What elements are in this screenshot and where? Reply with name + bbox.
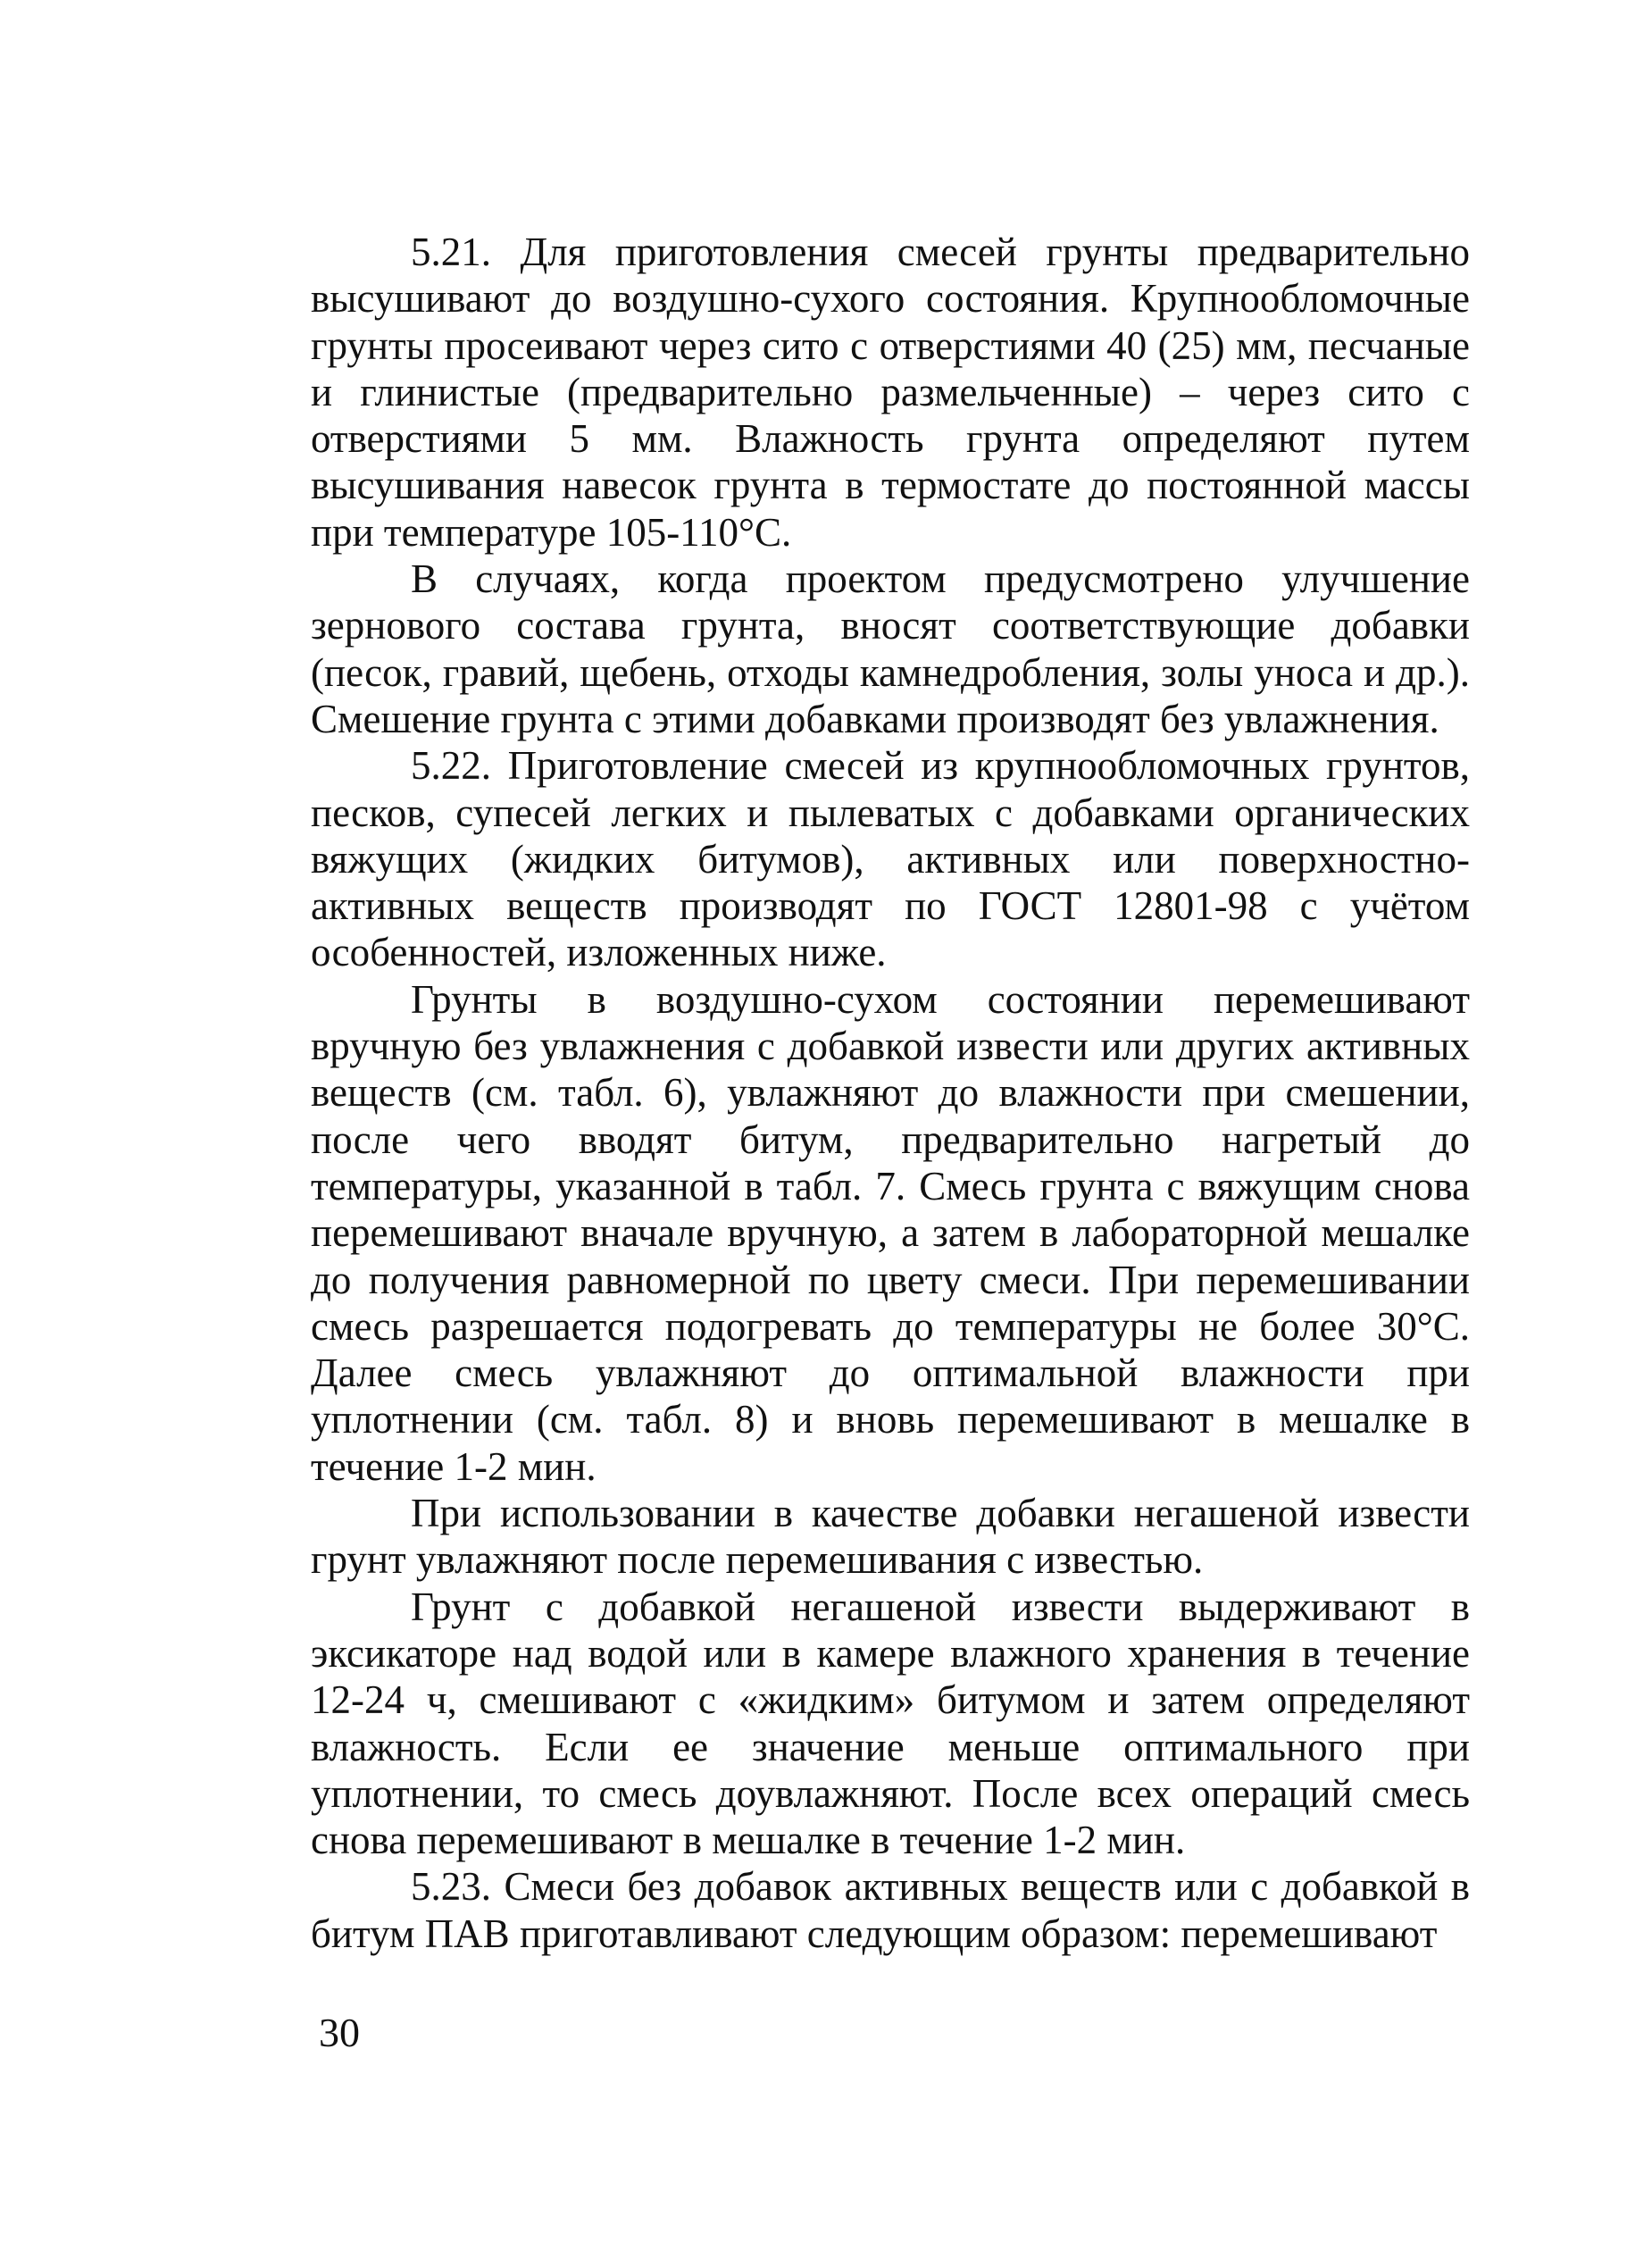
- paragraph-air-dry-mixing: Грунты в воздушно-сухом состоянии перемешивают вручную без увлажнения с добавкой извести или других активных веществ (см. табл. 6), увлажняют до влажности при смешении, после чего вводят битум, предварительно нагретый до температуры, указанной в табл. 7. Смесь грунта с вяжущим снова перемешивают вначале вручную, а затем в лабораторной мешалке до получения равномерной по цвету смеси. При перемешивании смесь разрешается подогревать до температуры не более 30°С. Далее смесь увлажняют до оптимальной влажности при уплотнении (см. табл. 8) и вновь перемешивают в мешалке в течение 1-2 мин.: [311, 976, 1470, 1489]
- paragraph-5-23: 5.23. Смеси без добавок активных веществ или с добавкой в битум ПАВ приготавливают следующим образом: перемешивают: [311, 1864, 1470, 1956]
- paragraph-5-22: 5.22. Приготовление смесей из крупнообломочных грунтов, песков, супесей легких и пылеватых с добавками органических вяжущих (жидких битумов), активных или поверхностно-активных веществ производят по ГОСТ 12801-98 с учётом особенностей, изложенных ниже.: [311, 743, 1470, 975]
- paragraph-quicklime-wetting: При использовании в качестве добавки негашеной извести грунт увлажняют после перемешивания с известью.: [311, 1491, 1470, 1583]
- paragraph-quicklime-curing: Грунт с добавкой негашеной извести выдерживают в эксикаторе над водой или в камере влажного хранения в течение 12-24 ч, смешивают с «жидким» битумом и затем определяют влажность. Если ее значение меньше оптимального при уплотнении, то смесь доувлажняют. После всех операций смесь снова перемешивают в мешалке в течение 1-2 мин.: [311, 1584, 1470, 1863]
- paragraph-grain-additives: В случаях, когда проектом предусмотрено улучшение зернового состава грунта, вносят соответствующие добавки (песок, гравий, щебень, отходы камнедробления, золы уноса и др.). Смешение грунта с этими добавками производят без увлажнения.: [311, 556, 1470, 741]
- page-number: 30: [319, 2010, 360, 2055]
- page-body: [311, 229, 1470, 1957]
- paragraph-5-21: 5.21. Для приготовления смесей грунты предварительно высушивают до воздушно-сухого состояния. Крупнообломочные грунты просеивают через сито с отверстиями 40 (25) мм, песчаные и глинистые (предварительно размельченные) – через сито с отверстиями 5 мм. Влажность грунта определяют путем высушивания навесок грунта в термостате до постоянной массы при температуре 105-110°С.: [311, 230, 1470, 555]
